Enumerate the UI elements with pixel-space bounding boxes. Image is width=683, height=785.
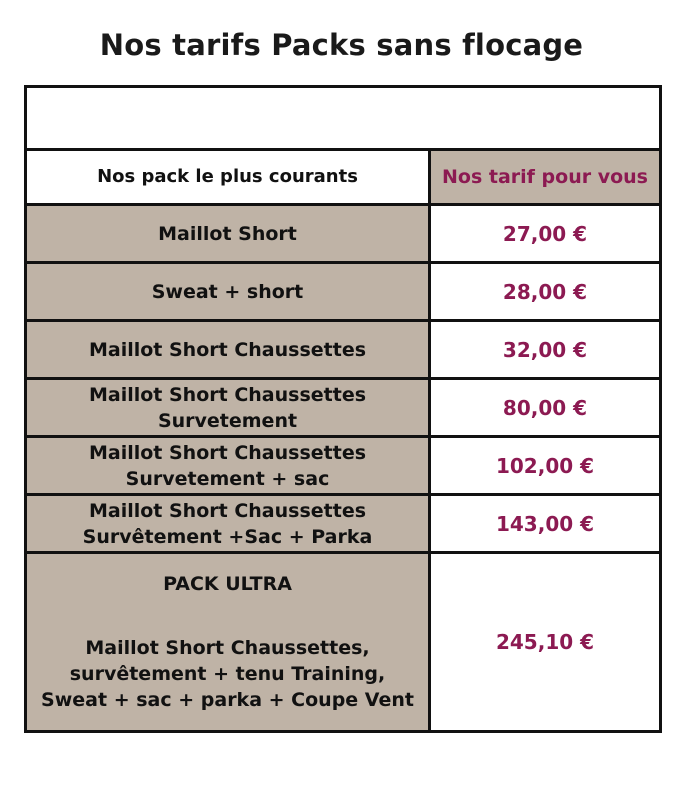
table-row — [26, 495, 661, 553]
price-cell-ultra: 245,10 € — [430, 553, 661, 732]
pack-name-cell — [26, 321, 430, 379]
pack-name-cell — [26, 379, 430, 437]
pack-name: Maillot Short — [158, 222, 297, 245]
pack-name-line-2: Survetement + sac — [125, 467, 330, 490]
pricing-table — [24, 85, 662, 733]
pack-name-line-2: Survetement — [157, 409, 298, 432]
pack-name-line-1: Maillot Short Chaussettes — [88, 383, 367, 406]
price-cell: 32,00 € — [430, 321, 661, 379]
pack-ultra-line-1: Maillot Short Chaussettes, — [85, 637, 370, 659]
pack-name-line-1: Maillot Short Chaussettes — [88, 499, 367, 522]
pack-name-line-1: Maillot Short Chaussettes — [88, 441, 367, 464]
pack-name-cell — [26, 437, 430, 495]
column-header-pack: Nos pack le plus courants — [26, 150, 430, 205]
table-row — [26, 205, 661, 263]
price-cell: 27,00 € — [430, 205, 661, 263]
pack-name: Sweat + short — [151, 280, 304, 303]
pack-name: Maillot Short Chaussettes — [88, 338, 367, 361]
pack-ultra-cell — [26, 553, 430, 732]
pack-name-cell — [26, 205, 430, 263]
empty-header-row — [26, 87, 661, 150]
page-title: Nos tarifs Packs sans flocage — [99, 28, 584, 62]
table-row-ultra — [26, 553, 661, 732]
pack-ultra-line-3: Sweat + sac + parka + Coupe Vent — [41, 689, 414, 711]
pack-name-cell — [26, 495, 430, 553]
pack-ultra-line-2: survêtement + tenu Training, — [69, 663, 386, 685]
column-header-price: Nos tarif pour vous — [430, 150, 661, 205]
column-header-row — [26, 150, 661, 205]
pack-name-cell — [26, 263, 430, 321]
price-cell: 143,00 € — [430, 495, 661, 553]
pack-ultra-title: PACK ULTRA — [163, 573, 292, 595]
price-cell: 28,00 € — [430, 263, 661, 321]
table-row — [26, 437, 661, 495]
price-cell: 80,00 € — [430, 379, 661, 437]
table-row — [26, 321, 661, 379]
table-row — [26, 263, 661, 321]
pack-name-line-2: Survêtement +Sac + Parka — [82, 525, 373, 548]
price-cell: 102,00 € — [430, 437, 661, 495]
table-row — [26, 379, 661, 437]
empty-cell — [26, 87, 661, 150]
